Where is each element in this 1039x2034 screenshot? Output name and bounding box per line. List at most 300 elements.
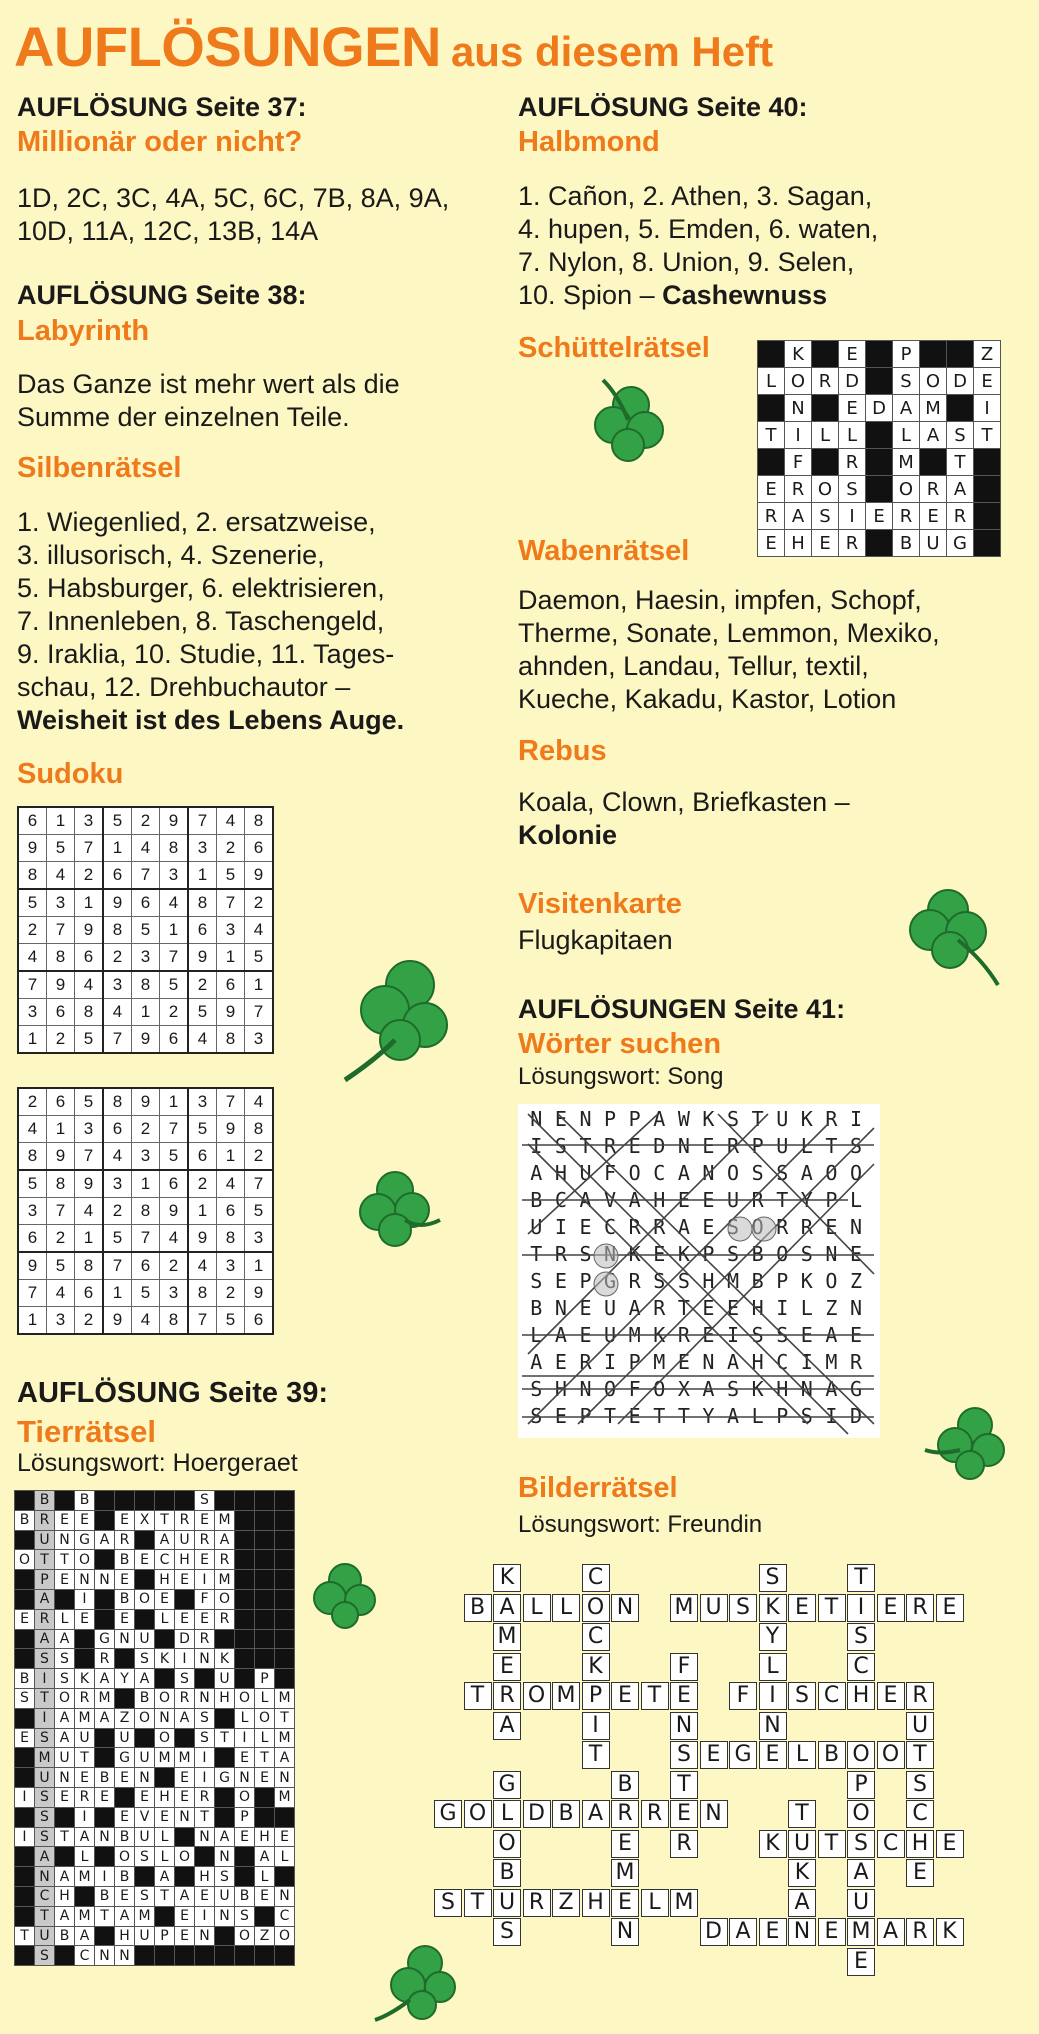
grid-block — [255, 1530, 275, 1550]
grid-block — [235, 1649, 255, 1669]
grid-cell: N — [175, 1807, 195, 1827]
sudoku-cell: 7 — [245, 999, 274, 1026]
grid-cell: A — [215, 1827, 235, 1847]
grid-block — [275, 1609, 295, 1629]
sudoku-cell: 9 — [217, 1116, 245, 1143]
sudoku-cell: 8 — [132, 971, 160, 999]
crossword-cell: K — [759, 1594, 787, 1622]
crossword-cell: S — [788, 1682, 816, 1710]
grid-cell: E — [115, 1886, 135, 1906]
grid-cell: C — [75, 1946, 95, 1966]
grid-block — [195, 1669, 215, 1689]
grid-block — [235, 1629, 255, 1649]
grid-cell: H — [55, 1886, 75, 1906]
grid-cell: R — [195, 1629, 215, 1649]
sudoku-cell: 7 — [217, 889, 245, 917]
silben-line: 3. illusorisch, 4. Szenerie, — [17, 540, 325, 570]
grid-block — [275, 1867, 295, 1887]
crossword-cell: E — [877, 1682, 905, 1710]
crossword-cell: A — [729, 1918, 757, 1946]
sudoku-cell: 4 — [245, 1088, 274, 1116]
crossword-cell: M — [493, 1623, 521, 1651]
grid-cell: I — [839, 503, 866, 530]
grid-block — [95, 1589, 115, 1609]
grid-block — [95, 1550, 115, 1570]
sudoku-cell: 1 — [160, 917, 189, 944]
sudoku-cell: 4 — [132, 1307, 160, 1335]
word-search-letter: C — [776, 1350, 789, 1374]
sudoku-cell: 5 — [160, 971, 189, 999]
sudoku-cell: 6 — [18, 807, 47, 835]
sudoku-cell: 4 — [75, 1198, 104, 1225]
crossword-cell: E — [877, 1594, 905, 1622]
grid-cell: O — [55, 1688, 75, 1708]
grid-cell: E — [95, 1787, 115, 1807]
word-search-letter: E — [702, 1323, 715, 1347]
word-search-letter: U — [579, 1161, 592, 1185]
word-search-letter: F — [628, 1377, 641, 1401]
word-search-letter: C — [653, 1161, 666, 1185]
sudoku-cell: 9 — [188, 944, 217, 972]
word-search-letter: A — [628, 1296, 641, 1320]
word-search-letter: E — [554, 1107, 567, 1131]
grid-cell: B — [235, 1886, 255, 1906]
grid-cell: B — [75, 1491, 95, 1511]
grid-cell: S — [55, 1649, 75, 1669]
grid-block — [758, 449, 785, 476]
shake-puzzle-grid — [757, 340, 1001, 557]
grid-cell: T — [947, 449, 974, 476]
grid-cell: A — [155, 1530, 175, 1550]
sudoku-cell: 2 — [188, 1170, 217, 1198]
grid-cell: T — [255, 1748, 275, 1768]
grid-block — [175, 1589, 195, 1609]
grid-cell: T — [155, 1510, 175, 1530]
grid-cell: M — [155, 1748, 175, 1768]
grid-cell: A — [175, 1708, 195, 1728]
grid-cell: E — [115, 1609, 135, 1629]
sudoku-cell: 1 — [47, 1116, 75, 1143]
clover-icon — [920, 1395, 1020, 1490]
crossword-cell: G — [729, 1741, 757, 1769]
word-search-letter: E — [579, 1323, 592, 1347]
grid-cell: R — [75, 1688, 95, 1708]
sudoku-cell: 8 — [160, 1307, 189, 1335]
word-search-letter: E — [800, 1323, 813, 1347]
sudoku-cell: 8 — [245, 807, 274, 835]
word-search-letter: U — [776, 1107, 789, 1131]
grid-block — [135, 1530, 155, 1550]
grid-cell: I — [195, 1748, 215, 1768]
waben-line: Kueche, Kakadu, Kastor, Lotion — [518, 684, 897, 714]
clover-icon — [305, 1550, 395, 1640]
grid-cell: S — [812, 503, 839, 530]
sudoku-cell: 7 — [132, 862, 160, 890]
grid-cell: O — [275, 1926, 295, 1946]
crossword-cell: I — [582, 1712, 610, 1740]
s41-title: Wörter suchen — [518, 1028, 722, 1060]
sudoku-cell: 1 — [75, 889, 104, 917]
grid-cell: I — [35, 1669, 55, 1689]
grid-cell: A — [55, 1629, 75, 1649]
sudoku-cell: 7 — [160, 944, 189, 972]
grid-cell: B — [55, 1926, 75, 1946]
grid-cell: O — [155, 1728, 175, 1748]
word-search-letter: O — [628, 1161, 641, 1185]
sudoku-cell: 4 — [132, 835, 160, 862]
sudoku-cell: 2 — [103, 944, 132, 972]
word-search-letter: Y — [800, 1188, 813, 1212]
silben-answer: Weisheit ist des Lebens Auge. — [17, 705, 405, 735]
grid-cell: E — [75, 1510, 95, 1530]
grid-cell: T — [75, 1748, 95, 1768]
sudoku-cell: 3 — [47, 889, 75, 917]
sudoku-cell: 9 — [103, 889, 132, 917]
sudoku-cell: 3 — [75, 807, 104, 835]
grid-cell: S — [893, 368, 920, 395]
sudoku-cell: 3 — [217, 917, 245, 944]
sudoku-cell: 6 — [18, 1225, 47, 1253]
grid-cell: I — [75, 1807, 95, 1827]
grid-cell: S — [35, 1827, 55, 1847]
word-search-letter: N — [702, 1350, 715, 1374]
grid-block — [255, 1649, 275, 1669]
grid-cell: L — [75, 1847, 95, 1867]
grid-block — [920, 341, 947, 368]
grid-cell: K — [215, 1649, 235, 1669]
rebus-text — [518, 786, 850, 852]
crossword-cell: R — [906, 1918, 934, 1946]
grid-cell: A — [95, 1530, 115, 1550]
grid-cell: A — [947, 476, 974, 503]
grid-block — [135, 1867, 155, 1887]
grid-cell: R — [839, 449, 866, 476]
grid-cell: A — [275, 1748, 295, 1768]
grid-cell: U — [135, 1926, 155, 1946]
sudoku-cell: 4 — [217, 1170, 245, 1198]
grid-cell: K — [155, 1649, 175, 1669]
word-search-letter: O — [776, 1242, 789, 1266]
grid-cell: S — [35, 1787, 55, 1807]
grid-block — [255, 1946, 275, 1966]
grid-cell: G — [115, 1748, 135, 1768]
grid-cell: L — [235, 1708, 255, 1728]
grid-cell: T — [95, 1906, 115, 1926]
grid-block — [155, 1491, 175, 1511]
sudoku-cell: 4 — [188, 1026, 217, 1054]
word-search-letter: B — [751, 1242, 764, 1266]
crossword-cell: R — [493, 1682, 521, 1710]
grid-block — [15, 1570, 35, 1590]
grid-cell: S — [215, 1867, 235, 1887]
grid-cell: R — [839, 530, 866, 557]
grid-block — [75, 1886, 95, 1906]
grid-cell: B — [15, 1510, 35, 1530]
word-search-letter: P — [776, 1269, 789, 1293]
word-search-letter: M — [628, 1323, 641, 1347]
word-search-letter: N — [800, 1377, 813, 1401]
grid-cell: N — [195, 1926, 215, 1946]
grid-cell: D — [947, 368, 974, 395]
s37-line1: 1D, 2C, 3C, 4A, 5C, 6C, 7B, 8A, 9A, — [17, 183, 450, 213]
grid-block — [195, 1847, 215, 1867]
grid-cell: R — [947, 503, 974, 530]
crossword-cell: R — [641, 1800, 669, 1828]
grid-cell: U — [215, 1669, 235, 1689]
grid-block — [175, 1827, 195, 1847]
word-search-letter: N — [554, 1296, 567, 1320]
grid-cell: L — [812, 422, 839, 449]
grid-cell: E — [758, 476, 785, 503]
grid-block — [135, 1491, 155, 1511]
s37-line2: 10D, 11A, 12C, 13B, 14A — [17, 216, 319, 246]
grid-cell: Z — [974, 341, 1001, 368]
sudoku-cell: 1 — [18, 1307, 47, 1335]
word-search-letter: E — [825, 1215, 838, 1239]
grid-cell: T — [195, 1807, 215, 1827]
crossword-cell: Y — [759, 1623, 787, 1651]
word-search-letter: H — [751, 1350, 764, 1374]
sudoku-cell: 8 — [47, 944, 75, 972]
crossword-cell: E — [847, 1948, 875, 1976]
sudoku-cell: 8 — [103, 917, 132, 944]
grid-cell: T — [35, 1906, 55, 1926]
crossword-cell: T — [847, 1564, 875, 1592]
sudoku-cell: 9 — [75, 1170, 104, 1198]
sudoku-cell: 2 — [217, 835, 245, 862]
word-search-letter: T — [751, 1107, 764, 1131]
grid-cell: C — [155, 1550, 175, 1570]
word-search-letter: R — [628, 1269, 641, 1293]
grid-cell: H — [155, 1787, 175, 1807]
sudoku-cell: 2 — [75, 1307, 104, 1335]
crossword-cell: O — [877, 1741, 905, 1769]
word-search-letter: H — [702, 1269, 715, 1293]
sudoku-cell: 4 — [160, 1225, 189, 1253]
grid-cell: R — [812, 368, 839, 395]
word-search-letter: O — [604, 1377, 617, 1401]
grid-cell: K — [785, 341, 812, 368]
crossword-cell: E — [670, 1800, 698, 1828]
sudoku-title: Sudoku — [17, 758, 124, 790]
grid-cell: B — [135, 1688, 155, 1708]
grid-cell: I — [235, 1728, 255, 1748]
grid-block — [235, 1570, 255, 1590]
sudoku-cell: 1 — [132, 999, 160, 1026]
grid-block — [115, 1649, 135, 1669]
grid-block — [255, 1629, 275, 1649]
sudoku-cell: 2 — [245, 1143, 274, 1171]
grid-cell: S — [35, 1807, 55, 1827]
grid-cell: P — [155, 1926, 175, 1946]
grid-cell: E — [75, 1768, 95, 1788]
crossword-cell: C — [906, 1800, 934, 1828]
crossword-cell: R — [670, 1830, 698, 1858]
sudoku-cell: 3 — [103, 1170, 132, 1198]
word-search-letter: U — [776, 1134, 789, 1158]
sudoku-cell: 6 — [217, 1198, 245, 1225]
tier-puzzle-grid — [14, 1490, 295, 1966]
sudoku-cell: 7 — [188, 1307, 217, 1335]
grid-block — [155, 1946, 175, 1966]
crossword-cell: E — [759, 1741, 787, 1769]
grid-cell: R — [35, 1510, 55, 1530]
grid-block — [235, 1867, 255, 1887]
grid-cell: N — [55, 1768, 75, 1788]
sudoku-cell: 3 — [188, 835, 217, 862]
grid-block — [974, 449, 1001, 476]
word-search-letter: T — [825, 1134, 838, 1158]
grid-block — [255, 1787, 275, 1807]
sudoku-cell: 6 — [75, 1280, 104, 1307]
word-search-letter: I — [604, 1350, 617, 1374]
grid-cell: Y — [115, 1669, 135, 1689]
grid-cell: A — [75, 1827, 95, 1847]
sudoku-cell: 3 — [47, 1307, 75, 1335]
crossword-cell: O — [847, 1741, 875, 1769]
crossword-cell: D — [523, 1800, 551, 1828]
crossword-cell: I — [759, 1682, 787, 1710]
crossword-cell: S — [670, 1741, 698, 1769]
grid-cell: L — [155, 1847, 175, 1867]
grid-block — [235, 1669, 255, 1689]
crossword-cell: U — [493, 1889, 521, 1917]
sudoku-cell: 3 — [160, 1280, 189, 1307]
grid-cell: M — [275, 1728, 295, 1748]
grid-cell: O — [135, 1708, 155, 1728]
word-search-letter: C — [604, 1215, 617, 1239]
crossword-cell: K — [493, 1564, 521, 1592]
crossword-cell: T — [641, 1682, 669, 1710]
crossword-cell: S — [759, 1564, 787, 1592]
sudoku-cell: 9 — [188, 1225, 217, 1253]
crossword-cell: E — [611, 1830, 639, 1858]
sudoku-cell: 7 — [103, 1026, 132, 1054]
grid-cell: E — [135, 1787, 155, 1807]
grid-block — [235, 1946, 255, 1966]
crossword-cell: L — [493, 1800, 521, 1828]
word-search-letter: E — [702, 1296, 715, 1320]
grid-cell: U — [115, 1728, 135, 1748]
sudoku-cell: 2 — [160, 1252, 189, 1280]
grid-cell: R — [195, 1530, 215, 1550]
grid-cell: A — [55, 1906, 75, 1926]
grid-cell: H — [255, 1827, 275, 1847]
grid-cell: E — [812, 530, 839, 557]
sudoku-cell: 8 — [160, 835, 189, 862]
sudoku-cell: 8 — [75, 1252, 104, 1280]
crossword-cell: O — [847, 1800, 875, 1828]
word-search-letter: T — [653, 1404, 666, 1428]
sudoku-cell: 6 — [160, 1170, 189, 1198]
grid-cell: X — [135, 1510, 155, 1530]
sudoku-cell: 5 — [217, 862, 245, 890]
crossword-cell: S — [729, 1594, 757, 1622]
sudoku-cell: 4 — [103, 999, 132, 1026]
crossword-cell: N — [788, 1918, 816, 1946]
grid-cell: E — [175, 1906, 195, 1926]
sudoku-cell: 2 — [217, 1280, 245, 1307]
word-search-letter: A — [702, 1377, 715, 1401]
sudoku-cell: 1 — [188, 1198, 217, 1225]
grid-cell: A — [35, 1589, 55, 1609]
silben-line: 9. Iraklia, 10. Studie, 11. Tages- — [17, 639, 395, 669]
sudoku-cell: 9 — [160, 807, 189, 835]
grid-cell: A — [920, 422, 947, 449]
crossword-cell: P — [582, 1682, 610, 1710]
crossword-cell: L — [552, 1594, 580, 1622]
s40-answer: Cashewnuss — [662, 280, 828, 310]
grid-cell: E — [255, 1886, 275, 1906]
grid-cell: F — [195, 1589, 215, 1609]
grid-cell: B — [15, 1669, 35, 1689]
grid-block — [866, 476, 893, 503]
crossword-cell: T — [464, 1682, 492, 1710]
word-search-letter: K — [653, 1323, 666, 1347]
crossword-cell: L — [788, 1741, 816, 1769]
word-search-letter: P — [604, 1107, 617, 1131]
grid-block — [275, 1807, 295, 1827]
grid-cell: A — [115, 1906, 135, 1926]
grid-block — [235, 1530, 255, 1550]
sudoku-cell: 6 — [245, 1307, 274, 1335]
sudoku-cell: 2 — [160, 999, 189, 1026]
grid-cell: R — [920, 476, 947, 503]
crossword-cell: U — [847, 1889, 875, 1917]
crossword-cell: R — [523, 1889, 551, 1917]
grid-cell: A — [35, 1847, 55, 1867]
grid-cell: N — [35, 1867, 55, 1887]
word-search-letter: H — [554, 1161, 567, 1185]
sudoku-cell: 9 — [132, 1088, 160, 1116]
grid-cell: S — [947, 422, 974, 449]
visit-text: Flugkapitaen — [518, 925, 673, 955]
word-search-letter: R — [800, 1215, 813, 1239]
grid-block — [275, 1946, 295, 1966]
crossword-cell: G — [434, 1800, 462, 1828]
grid-cell: M — [175, 1748, 195, 1768]
word-search-letter: M — [727, 1269, 740, 1293]
word-search-letter: T — [776, 1188, 789, 1212]
sudoku-cell: 4 — [47, 1280, 75, 1307]
sudoku-cell: 3 — [132, 1143, 160, 1171]
sudoku-cell: 9 — [132, 1026, 160, 1054]
word-search-letter: A — [653, 1107, 666, 1131]
grid-cell: G — [215, 1768, 235, 1788]
grid-cell: S — [195, 1491, 215, 1511]
grid-block — [155, 1669, 175, 1689]
word-search-letter: G — [849, 1377, 863, 1401]
grid-cell: P — [255, 1669, 275, 1689]
grid-block — [235, 1847, 255, 1867]
grid-cell: E — [55, 1510, 75, 1530]
grid-block — [135, 1728, 155, 1748]
word-search-letter: R — [628, 1215, 641, 1239]
sudoku-cell: 3 — [245, 1225, 274, 1253]
word-search-letter: R — [751, 1188, 764, 1212]
grid-cell: B — [115, 1827, 135, 1847]
s38-line2: Summe der einzelnen Teile. — [17, 402, 350, 432]
crossword-cell: F — [729, 1682, 757, 1710]
sudoku-cell: 1 — [217, 1143, 245, 1171]
word-search-letter: W — [677, 1107, 690, 1131]
sudoku-cell: 5 — [245, 1198, 274, 1225]
sudoku-cell: 2 — [132, 1116, 160, 1143]
sudoku-cell: 7 — [47, 917, 75, 944]
grid-block — [55, 1491, 75, 1511]
grid-block — [15, 1906, 35, 1926]
grid-cell: S — [35, 1946, 55, 1966]
